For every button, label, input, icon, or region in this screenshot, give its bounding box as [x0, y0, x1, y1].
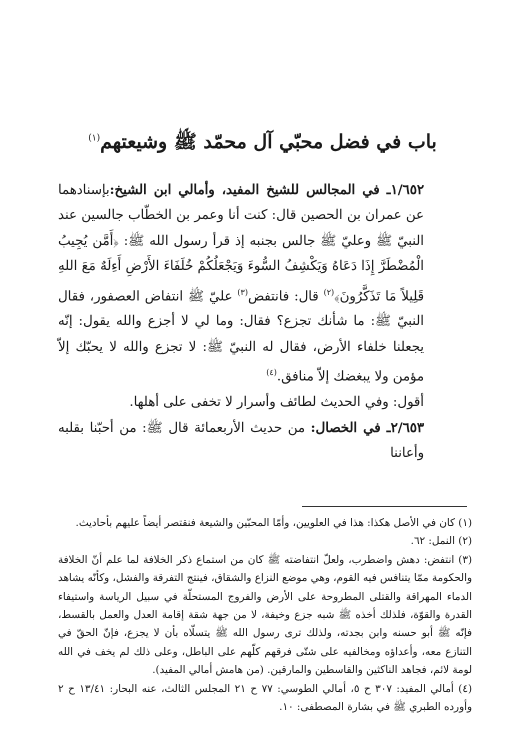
- hadith-paragraph-2: [58, 416, 472, 467]
- author-comment: أقول: وفي الحديث لطائف وأسرار لا تخفى على أهلها.: [129, 395, 424, 411]
- hadith-number-2: ٢/٦٥٣: [390, 420, 425, 436]
- footnote-mark-3: (٣): [237, 287, 248, 297]
- footnote-4: (٤) أمالي المفيد: ٣٠٧ ح ٥، أمالي الطوسي: ٧٧ ح ٢١ المجلس الثالث، عنه البحار: ١٣/٤١ ح ٢ وأورده الطبري ﷺ في بشارة المصطفى: ١٠.: [58, 682, 472, 714]
- hadith-text-2: من حديث الأربعمائة قال ﷺ: من أحبّنا بقلبه وأعاننا: [58, 420, 424, 461]
- hadith-text-cont: قال: فانتفض: [247, 289, 324, 305]
- hadith-text: بإسنادهما عن عمران بن الحصين قال: كنت أنا وعمر بن الخطّاب جالسين عند النبيّ ﷺ وعليّ ﷺ جالس بجنبه إذ قرأ رسول الله ﷺ: ﴿أَمَّن يُجِيبُ الْمُضْطَرَّ إِذَا دَعَاهُ وَيَكْشِفُ السُّوءَ وَيَجْعَلُكُمْ خُلَفَاءَ الأَرْضِ أَءِلَهٌ مَعَ اللهِ قَلِيلاً مَا تَذَكَّرُونَ﴾: [58, 183, 424, 305]
- footnote-mark-4: (٤): [266, 368, 277, 378]
- hadith-number: ١/٦٥٢: [390, 183, 424, 198]
- footnote-separator: [302, 506, 467, 507]
- footnote-3: (٣) انتفض: دهش واضطرب، ولعلّ انتفاضته ﷺ كان من استماع ذكر الخلافة لما علم أنّ الخلافة والحكومة ممّا يتنافس فيه القوم، وهي موضع النزاع والشقاق، فينتج التفرقة والفشل، وكأنّه يشاهد الدماء المهراقة والقتلى المطروحة على الأرض والفروج المستحلّة في سبيل الرياسة واستيفاء القدرة والقوّة، فلذلك أخذه ﷺ شبه جزع وخيفة، لا من جهة شقة إقامة العدل والعمل بالقسط، فإنّه ﷺ أبو حسنه وابن بجدته، ولذلك ترى رسول الله ﷺ يتسلّاه بأن لا يجزع، فإنّ الحقّ في التنازع معه، وأعداؤه ومخالفيه على شتّى فرقهم كلّهم على الباطل، وعلى ذلك لم يخف في الله لومة لائم، فجاهد الناكثين والقاسطين والمارقين. (من هامش أمالي المفيد).: [58, 553, 472, 677]
- hadith-paragraph: [58, 178, 472, 390]
- footnotes: [58, 514, 472, 716]
- main-text: [58, 178, 472, 466]
- footnote-mark-1: (١): [88, 133, 101, 144]
- footnote-2: (٢) النمل: ٦٢.: [410, 535, 472, 548]
- hadith-text-cont-2: عليّ ﷺ انتفاض العصفور، فقال النبيّ ﷺ: ما شأنك تجزع؟ فقال: وما لي لا أجزع والله يقول: إنّه يجعلنا خلفاء الأرض، فقال له النبيّ ﷺ: لا تجزع والله لا يحبّك إلاّ مؤمن ولا يبغضك إلاّ منافق.: [58, 289, 424, 385]
- footnote-mark-2: (٢): [323, 287, 335, 297]
- hadith-source-2: ـ في الخصال:: [310, 420, 391, 436]
- chapter-title: [40, 130, 485, 158]
- hadith-source: ـ في المجالس للشيخ المفيد، وأمالي ابن الشيخ:: [109, 183, 391, 198]
- chapter-title-text: باب في فضل محبّي آل محمّد ﷺ وشيعتهم: [100, 131, 437, 153]
- footnote-1: (١) كان في الأصل هكذا: هذا في العلويين، وأمّا المحبّين والشيعة فنقتصر أيضاً عليهم بأحاديث.: [75, 517, 472, 529]
